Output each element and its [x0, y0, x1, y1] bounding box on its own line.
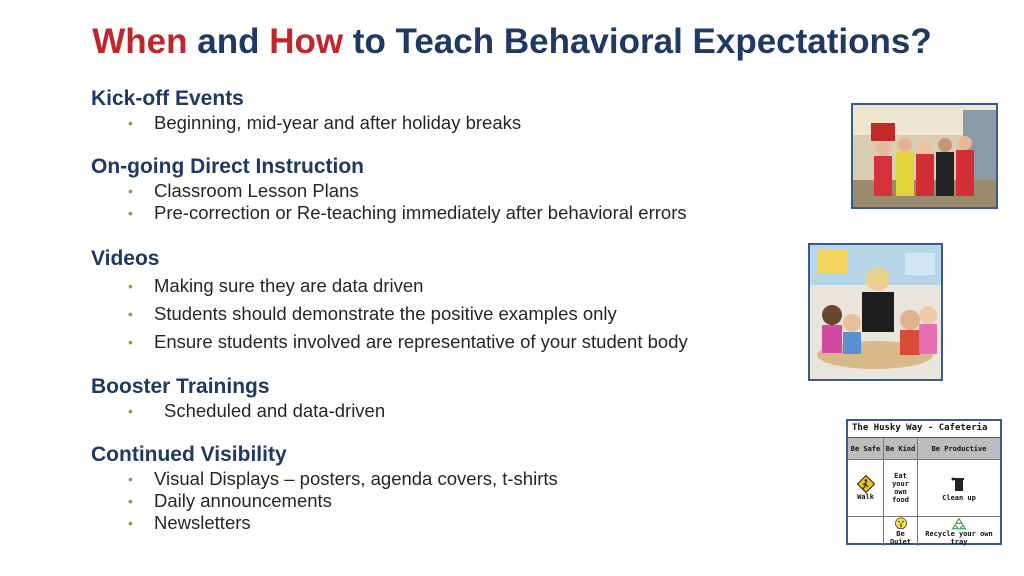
section-direct-instruction — [91, 154, 811, 224]
section-heading: Booster Trainings — [91, 375, 270, 398]
list-item — [91, 112, 811, 134]
list-item — [91, 400, 811, 422]
bullet-list — [91, 112, 811, 134]
matrix-cell-eat — [884, 460, 918, 517]
slide-content — [91, 86, 811, 534]
section-videos — [91, 246, 811, 356]
bullet-icon: • — [128, 115, 133, 131]
bullet-text: Classroom Lesson Plans — [154, 180, 359, 201]
section-visibility — [91, 442, 811, 534]
matrix-header: Be Safe — [848, 438, 884, 460]
list-item — [91, 180, 811, 202]
section-booster — [91, 374, 811, 422]
title-how: How — [269, 22, 344, 61]
bullet-text: Beginning, mid-year and after holiday breaks — [154, 112, 522, 133]
bullet-icon: • — [128, 183, 133, 199]
matrix-header: Be Productive — [918, 438, 1000, 460]
bullet-text: Daily announcements — [154, 490, 332, 511]
bullet-icon: • — [128, 334, 133, 350]
bullet-text: Students should demonstrate the positive examples only — [154, 303, 617, 324]
bullet-text: Ensure students involved are representative of your student body — [154, 331, 688, 352]
section-heading: Kick-off Events — [91, 87, 244, 110]
title-and: and — [187, 22, 270, 61]
section-kickoff — [91, 86, 811, 134]
list-item — [91, 272, 811, 300]
matrix-cell-text: Eat your own food — [892, 472, 909, 505]
matrix-cell-walk — [848, 460, 884, 517]
matrix-cell-text: Recycle your own tray — [925, 529, 993, 546]
kickoff-event-photo — [851, 103, 998, 209]
bullet-icon: • — [128, 278, 133, 294]
bullet-icon: • — [128, 515, 133, 531]
bullet-text: Making sure they are data driven — [154, 275, 424, 296]
bullet-list — [91, 400, 811, 422]
matrix-cell-text: Clean up — [942, 494, 976, 503]
title-when: When — [92, 22, 188, 61]
matrix-grid — [848, 438, 1000, 546]
section-heading: Continued Visibility — [91, 443, 287, 466]
matrix-cell-recycle — [918, 517, 1000, 546]
section-heading: On-going Direct Instruction — [91, 155, 364, 178]
bullet-icon: • — [128, 471, 133, 487]
matrix-cell-clean — [918, 460, 1000, 517]
list-item — [91, 328, 811, 356]
matrix-cell-quiet — [884, 517, 918, 546]
slide-title — [0, 22, 1024, 62]
bullet-list — [91, 468, 811, 534]
list-item — [91, 468, 811, 490]
bullet-text: Newsletters — [154, 512, 251, 533]
trash-can-icon — [949, 474, 969, 494]
classroom-instruction-photo — [808, 243, 943, 381]
cafeteria-expectations-matrix — [846, 419, 1002, 545]
bullet-list — [91, 180, 811, 224]
list-item — [91, 512, 811, 534]
bullet-icon: • — [128, 306, 133, 322]
bullet-text: Visual Displays – posters, agenda covers, t-shirts — [154, 468, 558, 489]
matrix-cell-empty — [848, 517, 884, 546]
bullet-text: Scheduled and data-driven — [164, 400, 386, 421]
bullet-text: Pre-correction or Re-teaching immediately after behavioral errors — [154, 202, 687, 223]
bullet-icon: • — [128, 493, 133, 509]
list-item — [91, 300, 811, 328]
quiet-face-icon — [893, 517, 909, 530]
matrix-title: The Husky Way - Cafeteria — [848, 421, 1000, 438]
walk-sign-icon — [857, 475, 875, 493]
matrix-cell-text: Be Quiet — [889, 529, 912, 546]
bullet-icon: • — [128, 403, 133, 419]
list-item — [91, 202, 811, 224]
title-rest: to Teach Behavioral Expectations? — [343, 22, 932, 61]
bullet-list — [91, 272, 811, 356]
list-item — [91, 490, 811, 512]
recycle-icon — [950, 517, 968, 530]
matrix-header: Be Kind — [884, 438, 918, 460]
section-heading: Videos — [91, 247, 160, 270]
matrix-cell-text: Walk — [857, 493, 874, 502]
bullet-icon: • — [128, 205, 133, 221]
